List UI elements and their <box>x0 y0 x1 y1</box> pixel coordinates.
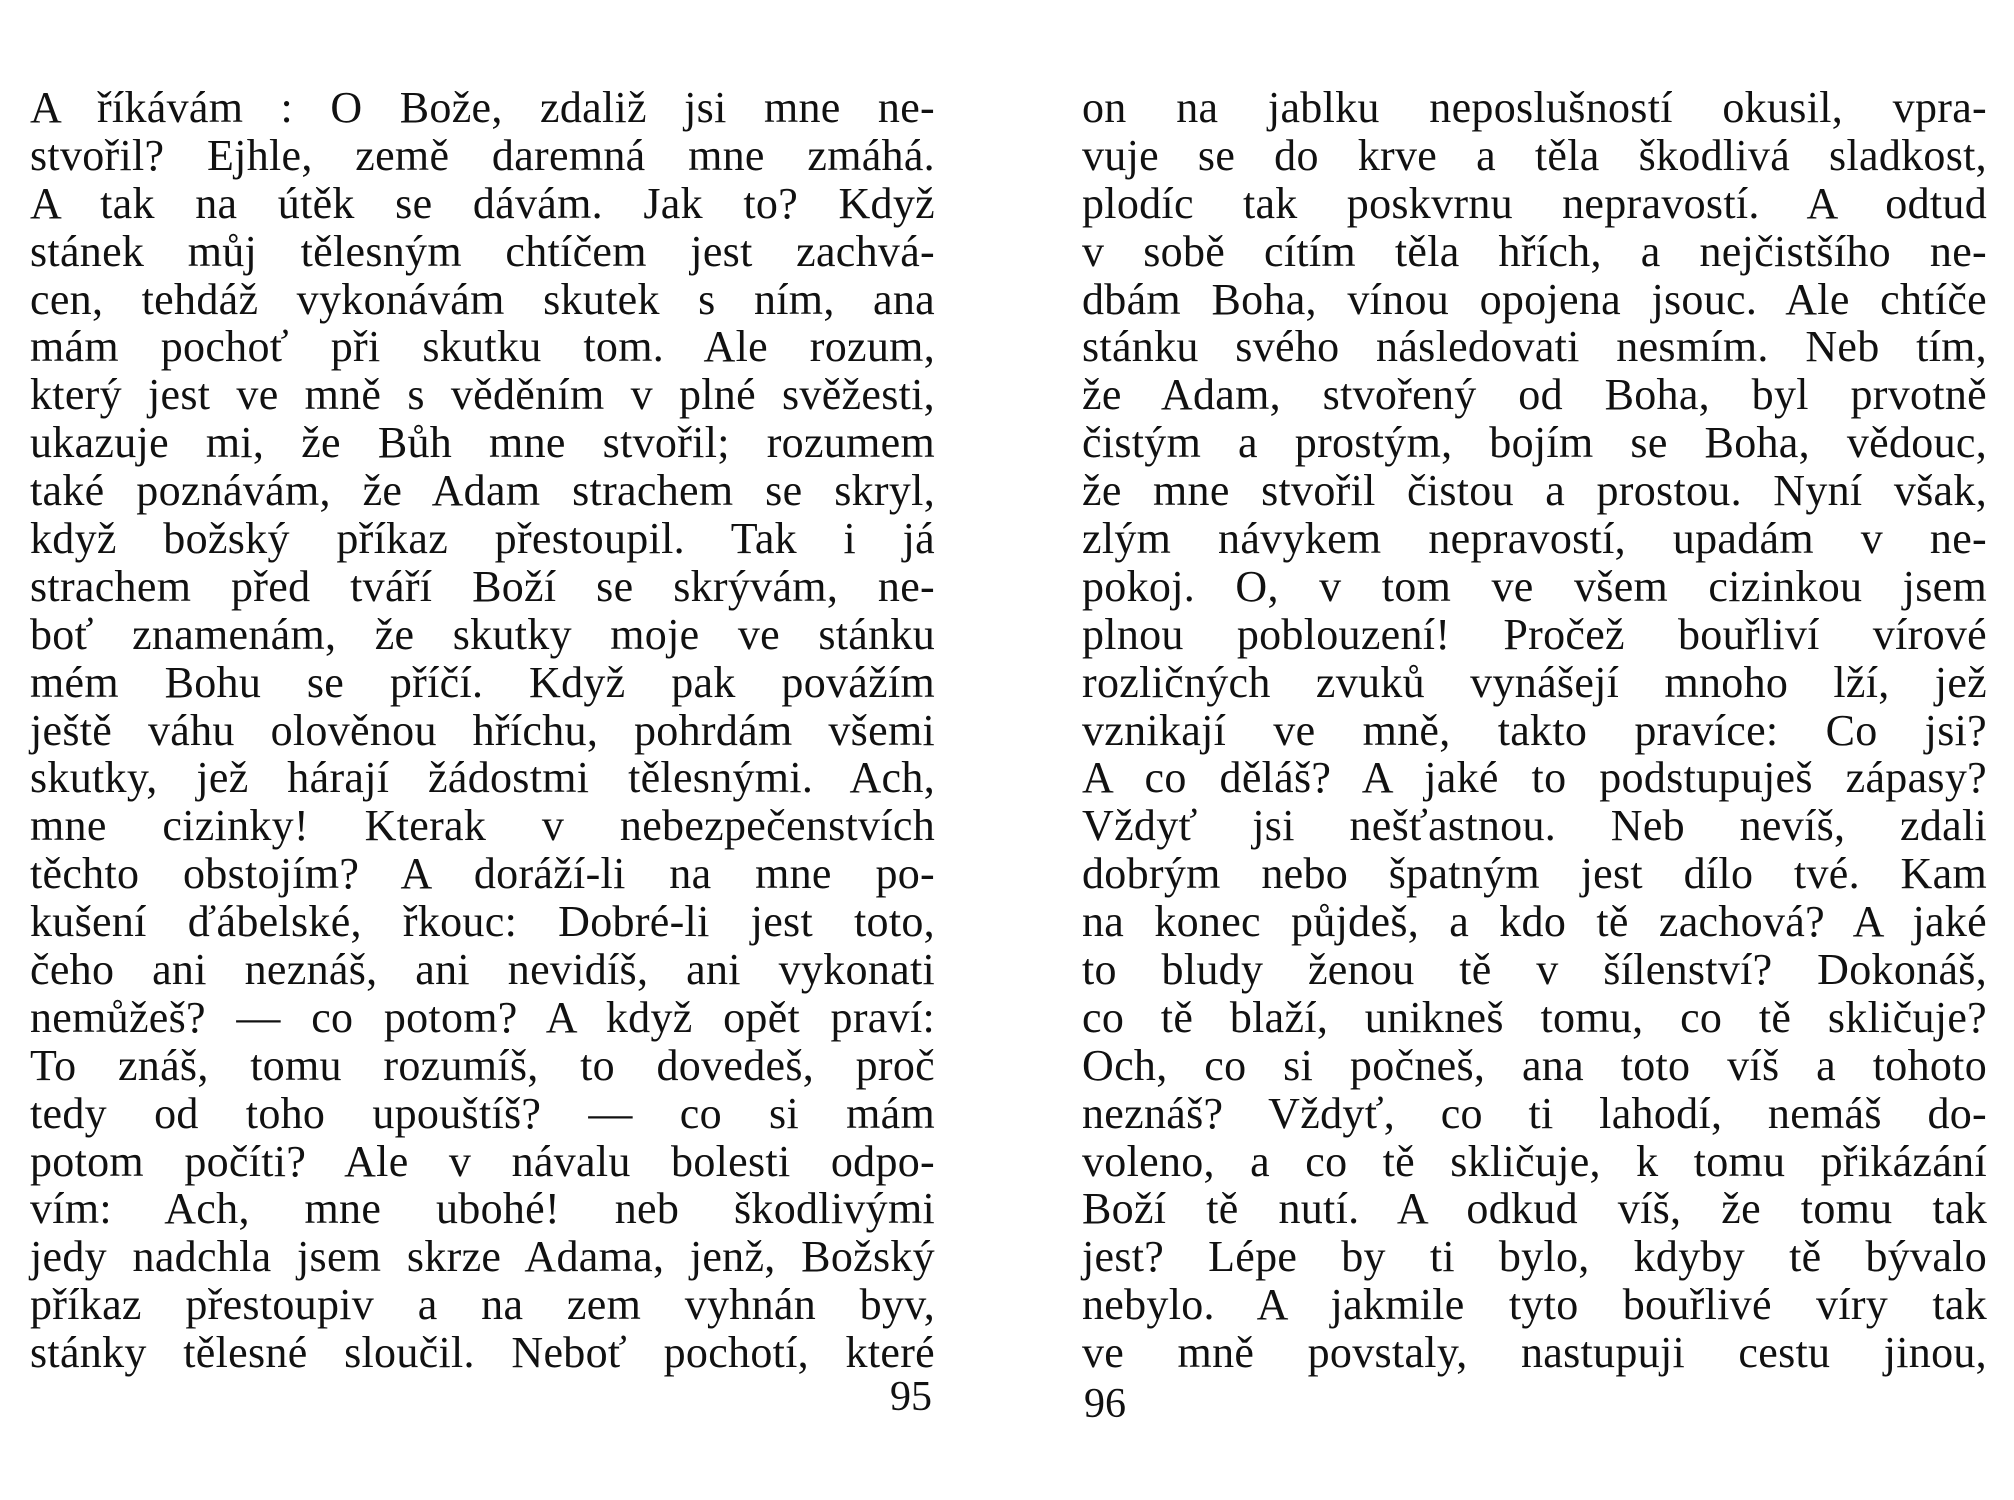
text-line: dbám Boha, vínou opojena jsouc. Ale chtíče <box>1082 274 1987 324</box>
right-page-text <box>1082 84 1987 1377</box>
text-line: Vždyť jsi nešťastnou. Neb nevíš, zdali <box>1082 801 1987 851</box>
text-line: A říkávám : O Bože, zdaliž jsi mne ne- <box>30 83 935 132</box>
text-line: příkaz přestoupiv a na zem vyhnán byv, <box>30 1280 935 1330</box>
text-line: mám pochoť při skutku tom. Ale rozum, <box>30 322 935 372</box>
text-line: Boží tě nutí. A odkud víš, že tomu tak <box>1082 1184 1987 1234</box>
text-line: jest? Lépe by ti bylo, kdyby tě bývalo <box>1082 1232 1987 1282</box>
text-line: vuje se do krve a těla škodlivá sladkost, <box>1082 130 1987 180</box>
text-line: A tak na útěk se dávám. Jak to? Když <box>30 178 935 228</box>
text-line: nebylo. A jakmile tyto bouřlivé víry tak <box>1082 1280 1987 1330</box>
text-line: v sobě cítím těla hřích, a nejčistšího ne- <box>1082 226 1987 276</box>
text-line: A co děláš? A jaké to podstupuješ zápasy? <box>1082 753 1987 803</box>
text-line: stánky tělesné sloučil. Neboť pochotí, které <box>30 1328 935 1378</box>
text-line: dobrým nebo špatným jest dílo tvé. Kam <box>1082 849 1987 899</box>
text-line: čistým a prostým, bojím se Boha, vědouc, <box>1082 418 1987 468</box>
text-line: že mne stvořil čistou a prostou. Nyní však, <box>1082 466 1987 516</box>
text-line: který jest ve mně s věděním v plné svěžesti, <box>30 370 935 420</box>
text-line: boť znamenám, že skutky moje ve stánku <box>30 609 935 659</box>
text-line: zlým návykem nepravostí, upadám v ne- <box>1082 514 1987 564</box>
left-page-number: 95 <box>890 1374 932 1420</box>
text-line: potom počíti? Ale v návalu bolesti odpo- <box>30 1136 935 1186</box>
text-line: že Adam, stvořený od Boha, byl prvotně <box>1082 370 1987 420</box>
text-line: mne cizinky! Kterak v nebezpečenstvích <box>30 801 935 851</box>
text-line: neznáš? Vždyť, co ti lahodí, nemáš do- <box>1082 1088 1987 1138</box>
text-line: ve mně povstaly, nastupuji cestu jinou, <box>1082 1328 1987 1378</box>
text-line: těchto obstojím? A doráží-li na mne po- <box>30 849 935 899</box>
text-line: cen, tehdáž vykonávám skutek s ním, ana <box>30 274 935 324</box>
text-line: když božský příkaz přestoupil. Tak i já <box>30 514 935 564</box>
text-line: čeho ani neznáš, ani nevidíš, ani vykonati <box>30 945 935 995</box>
text-line: plodíc tak poskvrnu nepravostí. A odtud <box>1082 178 1987 228</box>
text-line: pokoj. O, v tom ve všem cizinkou jsem <box>1082 561 1987 611</box>
text-line: co tě blaží, unikneš tomu, co tě skličuje? <box>1082 992 1987 1042</box>
text-line: Och, co si počneš, ana toto víš a tohoto <box>1082 1040 1987 1090</box>
text-line: vím: Ach, mne ubohé! neb škodlivými <box>30 1184 935 1234</box>
text-line: mém Bohu se příčí. Když pak povážím <box>30 657 935 707</box>
text-line: strachem před tváří Boží se skrývám, ne- <box>30 561 935 611</box>
text-line: ještě váhu olověnou hříchu, pohrdám všemi <box>30 705 935 755</box>
text-line: plnou poblouzení! Pročež bouřliví vírové <box>1082 609 1987 659</box>
text-line: To znáš, tomu rozumíš, to dovedeš, proč <box>30 1040 935 1090</box>
text-line: stánku svého následovati nesmím. Neb tím, <box>1082 322 1987 372</box>
text-line: rozličných zvuků vynášejí mnoho lží, jež <box>1082 657 1987 707</box>
text-line: jedy nadchla jsem skrze Adama, jenž, Božský <box>30 1232 935 1282</box>
text-line: kušení ďábelské, řkouc: Dobré-li jest toto, <box>30 897 935 947</box>
text-line: vznikají ve mně, takto pravíce: Co jsi? <box>1082 705 1987 755</box>
text-line: nemůžeš? — co potom? A když opět praví: <box>30 992 935 1042</box>
right-page-number: 96 <box>1084 1381 1126 1427</box>
text-line: na konec půjdeš, a kdo tě zachová? A jaké <box>1082 897 1987 947</box>
text-line: také poznávám, že Adam strachem se skryl, <box>30 466 935 516</box>
text-line: ukazuje mi, že Bůh mne stvořil; rozumem <box>30 418 935 468</box>
text-line: on na jablku neposlušností okusil, vpra- <box>1082 83 1987 132</box>
text-line: to bludy ženou tě v šílenství? Dokonáš, <box>1082 945 1987 995</box>
text-line: stánek můj tělesným chtíčem jest zachvá- <box>30 226 935 276</box>
text-line: skutky, jež hárají žádostmi tělesnými. Ach, <box>30 753 935 803</box>
text-line: tedy od toho upouštíš? — co si mám <box>30 1088 935 1138</box>
text-line: voleno, a co tě skličuje, k tomu přikázání <box>1082 1136 1987 1186</box>
left-page-text <box>30 84 935 1377</box>
right-page <box>1007 0 2014 1500</box>
text-line: stvořil? Ejhle, země daremná mne zmáhá. <box>30 130 935 180</box>
